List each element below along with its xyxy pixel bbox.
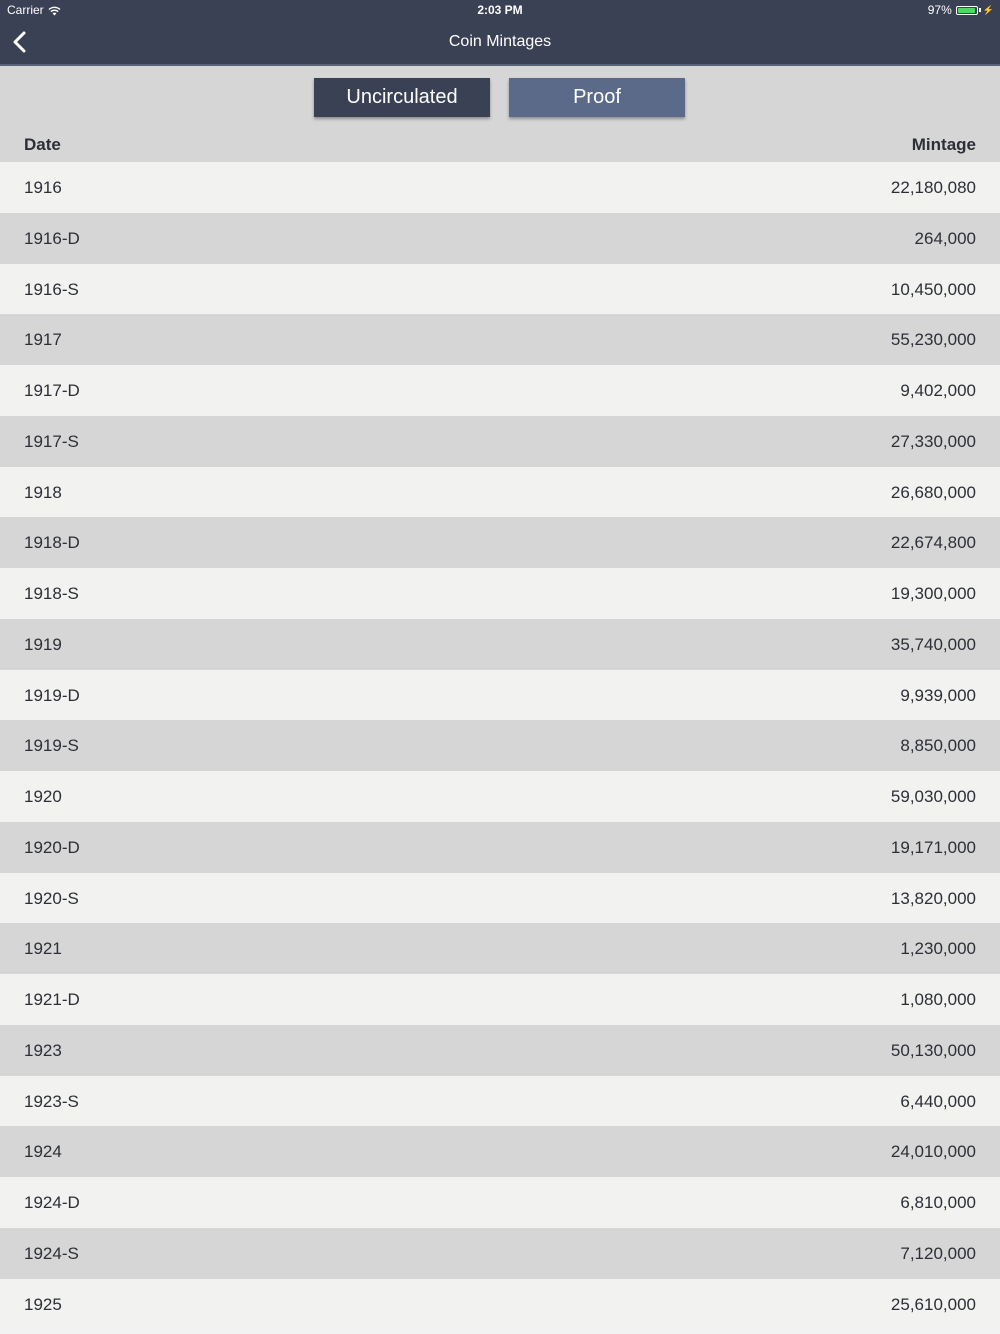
- row-date: 1919-S: [24, 736, 79, 756]
- table-row[interactable]: [0, 822, 1000, 873]
- table-row[interactable]: [0, 1076, 1000, 1127]
- battery-fill: [958, 8, 975, 13]
- row-mintage: 9,939,000: [900, 685, 976, 705]
- row-date: 1920-D: [24, 837, 80, 857]
- row-date: 1918-S: [24, 584, 79, 603]
- navigation-bar: [0, 20, 1000, 66]
- table-header: [0, 126, 1000, 162]
- row-mintage: 59,030,000: [890, 787, 976, 806]
- row-mintage: 27,330,000: [890, 431, 976, 451]
- row-mintage: 10,450,000: [890, 279, 976, 299]
- row-date: 1916: [24, 178, 62, 197]
- page-title: Coin Mintages: [448, 33, 552, 50]
- row-date: 1923-S: [24, 1091, 79, 1111]
- table-row[interactable]: [0, 1177, 1000, 1228]
- row-date: 1918-D: [24, 533, 80, 553]
- table-row[interactable]: [0, 1025, 1000, 1076]
- status-time: 2:03 PM: [477, 3, 523, 17]
- column-header-mintage: Mintage: [911, 135, 976, 154]
- row-date: 1924-D: [24, 1193, 80, 1212]
- mintage-table: [0, 162, 1000, 1329]
- table-row[interactable]: [0, 162, 1000, 213]
- table-row[interactable]: [0, 213, 1000, 264]
- segmented-control: [0, 66, 1000, 126]
- row-mintage: 35,740,000: [890, 634, 976, 654]
- segment-proof[interactable]: Proof: [509, 78, 685, 117]
- battery-cap: [979, 8, 981, 12]
- table-row[interactable]: [0, 873, 1000, 924]
- row-date: 1921: [24, 939, 62, 959]
- row-date: 1917: [24, 330, 62, 350]
- charging-bolt-icon: ⚡: [982, 4, 994, 15]
- row-date: 1925: [24, 1294, 62, 1314]
- row-mintage: 19,300,000: [890, 584, 976, 603]
- row-mintage: 6,440,000: [900, 1091, 976, 1111]
- row-date: 1917-S: [24, 431, 79, 451]
- table-row[interactable]: [0, 771, 1000, 822]
- row-date: 1919-D: [24, 685, 80, 705]
- table-row[interactable]: [0, 1228, 1000, 1279]
- battery-icon: [956, 6, 978, 15]
- row-mintage: 1,230,000: [900, 939, 976, 959]
- table-row[interactable]: [0, 314, 1000, 365]
- row-mintage: 24,010,000: [890, 1142, 976, 1162]
- row-mintage: 55,230,000: [890, 330, 976, 350]
- row-mintage: 25,610,000: [890, 1294, 976, 1314]
- table-row[interactable]: [0, 720, 1000, 771]
- status-right: [928, 3, 994, 17]
- row-mintage: 9,402,000: [900, 381, 976, 400]
- table-row[interactable]: [0, 974, 1000, 1025]
- row-date: 1918: [24, 482, 62, 502]
- row-date: 1917-D: [24, 381, 80, 400]
- table-row[interactable]: [0, 670, 1000, 721]
- carrier-label: Carrier: [7, 3, 44, 17]
- row-mintage: 13,820,000: [890, 888, 976, 908]
- table-row[interactable]: [0, 1279, 1000, 1330]
- row-date: 1924: [24, 1142, 62, 1162]
- row-mintage: 7,120,000: [900, 1243, 976, 1263]
- row-date: 1916-D: [24, 228, 80, 248]
- table-row[interactable]: [0, 264, 1000, 315]
- table-row[interactable]: [0, 517, 1000, 568]
- table-row[interactable]: [0, 365, 1000, 416]
- battery-percent: 97%: [927, 3, 952, 17]
- row-date: 1919: [24, 634, 62, 654]
- row-mintage: 22,180,080: [890, 178, 976, 197]
- table-row[interactable]: [0, 416, 1000, 467]
- table-row[interactable]: [0, 568, 1000, 619]
- row-mintage: 1,080,000: [900, 990, 976, 1009]
- segment-uncirculated[interactable]: Uncirculated: [314, 78, 490, 117]
- table-row[interactable]: [0, 1126, 1000, 1177]
- column-header-date: Date: [24, 135, 61, 154]
- table-row[interactable]: [0, 923, 1000, 974]
- row-mintage: 8,850,000: [900, 736, 976, 756]
- row-mintage: 19,171,000: [890, 837, 976, 857]
- table-row[interactable]: [0, 467, 1000, 518]
- row-mintage: 26,680,000: [890, 482, 976, 502]
- row-date: 1920: [24, 787, 62, 806]
- row-date: 1916-S: [24, 279, 79, 299]
- row-mintage: 22,674,800: [890, 533, 976, 553]
- row-mintage: 50,130,000: [890, 1040, 976, 1060]
- row-date: 1923: [24, 1040, 62, 1060]
- row-mintage: 264,000: [914, 228, 976, 248]
- row-date: 1920-S: [24, 888, 79, 908]
- table-row[interactable]: [0, 619, 1000, 670]
- row-mintage: 6,810,000: [900, 1193, 976, 1212]
- status-bar: [0, 0, 1000, 20]
- row-date: 1921-D: [24, 990, 80, 1009]
- row-date: 1924-S: [24, 1243, 79, 1263]
